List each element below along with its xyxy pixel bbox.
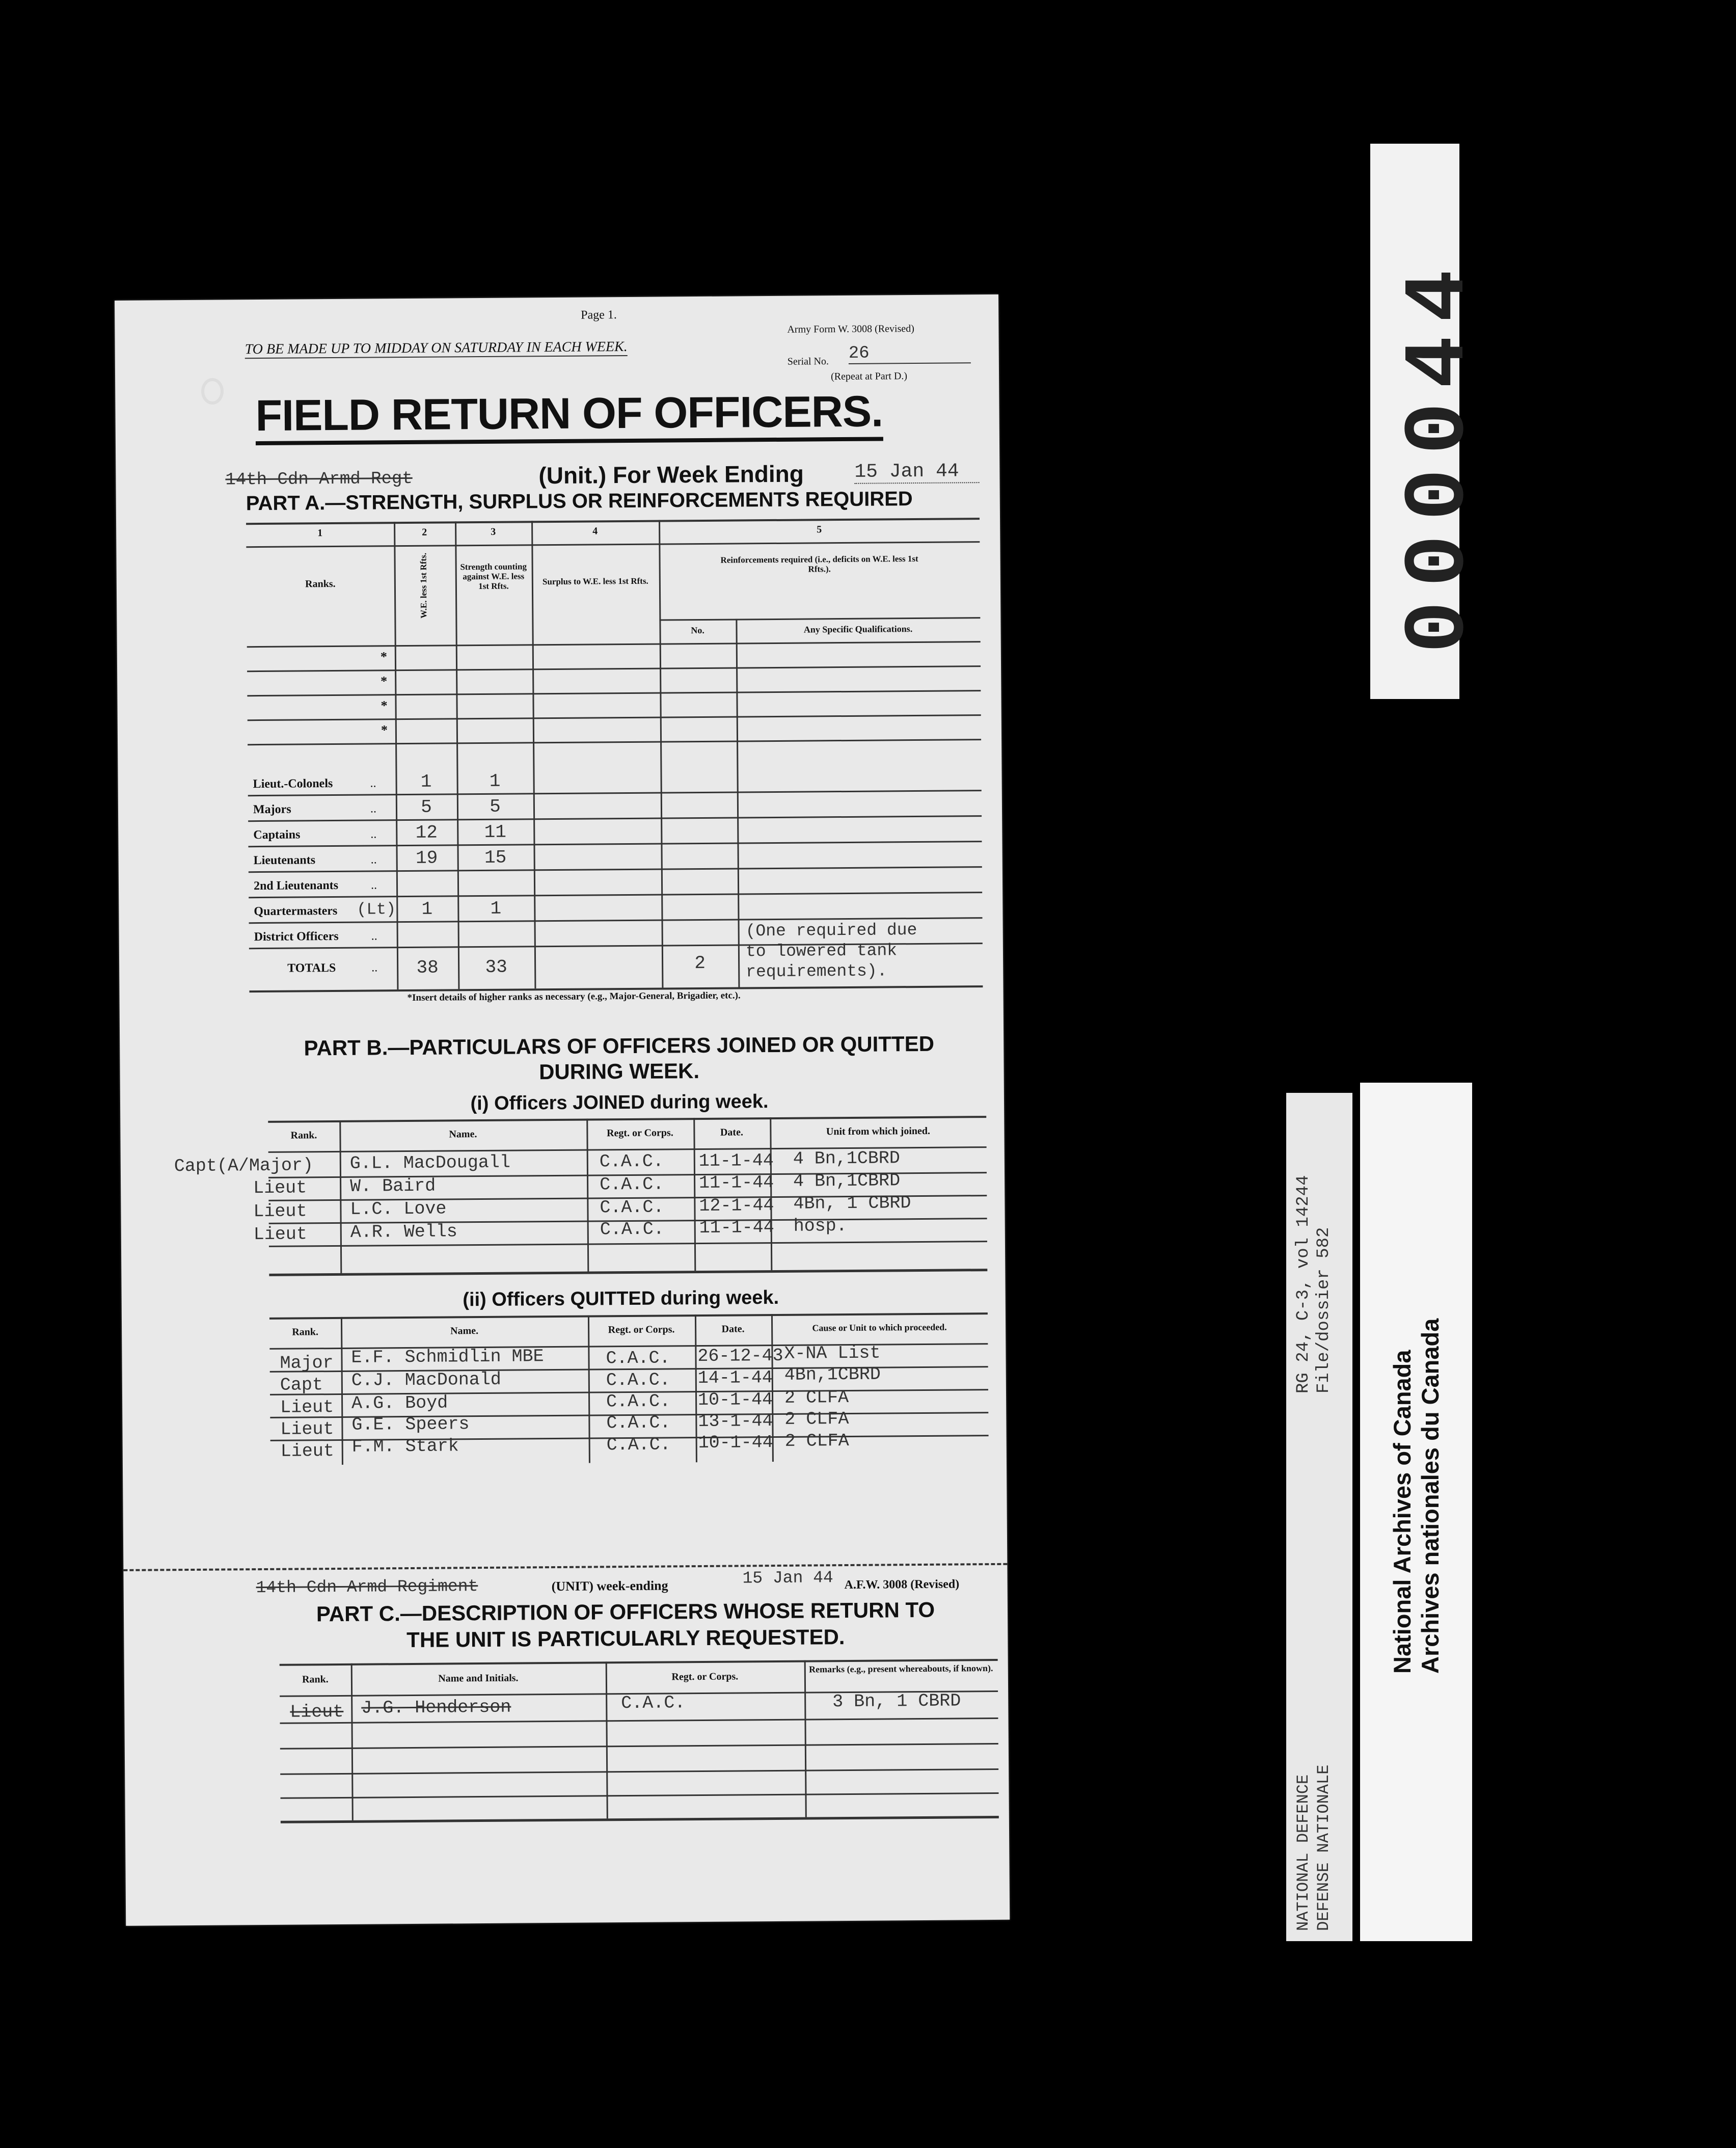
quitted-col-date: Date. — [721, 1323, 745, 1335]
rank-quartermasters: Quartermasters — [254, 904, 338, 919]
joined-row-corps: C.A.C. — [600, 1197, 664, 1218]
joined-row-corps: C.A.C. — [600, 1219, 664, 1240]
rank-2nd-lieutenants: 2nd Lieutenants — [253, 878, 339, 893]
archives-name-fr: Archives nationales du Canada — [1417, 1318, 1444, 1674]
joined-row-corps: C.A.C. — [599, 1174, 664, 1195]
strength-value: 15 — [484, 847, 507, 868]
we-value: 1 — [420, 771, 432, 792]
we-value: 12 — [415, 822, 438, 843]
quitted-row-corps: C.A.C. — [606, 1348, 670, 1369]
quitted-row-name: G.E. Speers — [351, 1414, 470, 1435]
quitted-row-unit: 4Bn,1CBRD — [784, 1364, 881, 1385]
serial-value: 26 — [849, 343, 971, 364]
joined-col-date: Date. — [720, 1126, 743, 1138]
perforation-line — [123, 1563, 1007, 1571]
quitted-row-date: 26-12-43 — [697, 1345, 783, 1367]
strength-table — [246, 518, 983, 991]
rank-dots: .. — [370, 853, 377, 867]
part-c-row-rank: Lieut — [290, 1701, 344, 1723]
form-title: FIELD RETURN OF OFFICERS. — [255, 386, 883, 445]
reinf-note-line-3: requirements). — [746, 961, 887, 982]
quitted-row-date: 14-1-44 — [697, 1367, 773, 1389]
joined-col-corps: Regt. or Corps. — [606, 1127, 673, 1139]
reinf-note-line-1: (One required due — [745, 921, 917, 941]
week-ending-date: 15 Jan 44 — [854, 460, 979, 484]
archives-label-tag — [1360, 1083, 1472, 1941]
joined-row-rank: Lieut — [253, 1201, 307, 1222]
frame-number: 000044 — [1391, 255, 1489, 653]
joined-row-date: 11-1-44 — [698, 1172, 774, 1194]
joined-col-name: Name. — [449, 1129, 477, 1140]
part-c-col-corps: Regt. or Corps. — [671, 1671, 739, 1683]
form-name: Army Form W. 3008 (Revised) — [787, 323, 914, 335]
part-c-form-ref: A.F.W. 3008 (Revised) — [844, 1577, 960, 1592]
quitted-col-cause: Cause or Unit to which proceeded. — [812, 1322, 947, 1333]
joined-row-rank: Capt(A/Major) — [174, 1155, 314, 1177]
field-return-form — [115, 294, 1010, 1926]
asterisk-3: * — [381, 698, 388, 713]
archive-reference-2: File/dossier 582 — [1314, 1227, 1334, 1393]
totals-label: TOTALS — [287, 961, 336, 975]
part-c-heading — [254, 1596, 998, 1654]
frame-number-tag — [1370, 144, 1489, 699]
joined-row-unit: 4Bn, 1 CBRD — [793, 1193, 911, 1214]
department-en: NATIONAL DEFENCE — [1294, 1774, 1313, 1931]
part-c-row-corps: C.A.C. — [621, 1693, 686, 1714]
reinf-note-line-2: to lowered tank — [745, 941, 898, 961]
unit-name: 14th Cdn Armd Regt — [225, 469, 413, 490]
totals-dots: .. — [371, 961, 378, 975]
strength-value: 5 — [489, 796, 501, 817]
part-c-unit-name: 14th Cdn Armd Regiment — [256, 1577, 478, 1598]
col-number-5: 5 — [817, 524, 822, 535]
quitted-row-unit: 2 CLFA — [784, 1408, 849, 1430]
rank-captains: Captains — [253, 828, 301, 842]
rank-lieutenants: Lieutenants — [253, 853, 316, 868]
quitted-row-rank: Lieut — [280, 1397, 334, 1418]
part-c-table — [280, 1659, 999, 1823]
part-c-col-rank: Rank. — [302, 1674, 329, 1685]
joined-row-rank: Lieut — [253, 1224, 307, 1245]
we-value: 19 — [415, 847, 438, 869]
department-fr: DEFENSE NATIONALE — [1314, 1764, 1333, 1931]
we-value: 5 — [421, 796, 432, 818]
asterisk-1: * — [380, 649, 387, 664]
joined-row-date: 11-1-44 — [699, 1217, 774, 1239]
serial-note: (Repeat at Part D.) — [830, 370, 908, 383]
quitted-col-name: Name. — [450, 1325, 479, 1337]
punch-hole-mark — [201, 378, 224, 405]
col-reinf-header: Reinforcements required (i.e., deficits on W.E. less 1st Rfts.). — [720, 553, 918, 574]
quitted-row-rank: Lieut — [280, 1441, 334, 1462]
joined-row-corps: C.A.C. — [599, 1151, 664, 1172]
asterisk-4: * — [381, 722, 388, 738]
quitted-row-corps: C.A.C. — [606, 1370, 670, 1391]
joined-title: (i) Officers JOINED during week. — [470, 1091, 769, 1115]
quitted-row-date: 10-1-44 — [697, 1389, 773, 1411]
col-number-1: 1 — [317, 527, 323, 539]
joined-table — [174, 1116, 987, 1276]
quitted-row-corps: C.A.C. — [606, 1391, 671, 1412]
joined-row-name: A.R. Wells — [350, 1221, 457, 1243]
joined-col-rank: Rank. — [290, 1130, 317, 1141]
rank-dots: .. — [370, 878, 377, 892]
quitted-row-unit: 2 CLFA — [784, 1387, 849, 1408]
quitted-col-corps: Regt. or Corps. — [608, 1324, 675, 1336]
serial-label: Serial No. — [787, 356, 829, 367]
part-b-heading — [250, 1031, 989, 1087]
joined-row-name: L.C. Love — [350, 1198, 447, 1220]
total-reinf: 2 — [694, 952, 706, 974]
strength-value: 1 — [490, 898, 502, 919]
col-strength-header: Strength counting against W.E. less 1st Rfts. — [460, 561, 527, 592]
quitted-row-corps: C.A.C. — [606, 1434, 671, 1456]
part-c-heading-line-1: PART C.—DESCRIPTION OF OFFICERS WHOSE RETURN TO — [316, 1597, 935, 1626]
part-c-heading-line-2: THE UNIT IS PARTICULARLY REQUESTED. — [406, 1625, 845, 1652]
part-a-heading: PART A.—STRENGTH, SURPLUS OR REINFORCEMENTS REQUIRED — [246, 488, 913, 515]
col-ranks-header: Ranks. — [305, 578, 336, 590]
archive-reference-1: RG 24, C-3, vol 14244 — [1294, 1175, 1313, 1393]
part-b-heading-line-1: PART B.—PARTICULARS OF OFFICERS JOINED OR QUITTED — [304, 1031, 935, 1060]
rank-qm-annotation: (Lt) — [357, 900, 396, 919]
joined-row-unit: 4 Bn,1CBRD — [793, 1170, 901, 1192]
joined-row-unit: 4 Bn,1CBRD — [793, 1148, 900, 1169]
rank-dots: .. — [370, 827, 377, 841]
part-b-heading-line-2: DURING WEEK. — [538, 1059, 700, 1084]
part-c-col-remarks: Remarks (e.g., present whereabouts, if known). — [809, 1663, 993, 1675]
col-number-2: 2 — [422, 526, 427, 538]
col-number-3: 3 — [491, 526, 496, 538]
strength-value: 11 — [484, 821, 507, 843]
quitted-table — [269, 1312, 989, 1465]
part-c-col-name: Name and Initials. — [438, 1672, 519, 1684]
joined-col-unit: Unit from which joined. — [826, 1125, 931, 1138]
quitted-row-corps: C.A.C. — [606, 1412, 671, 1434]
week-ending-label: (Unit.) For Week Ending — [538, 460, 804, 489]
quitted-row-unit: X-NA List — [784, 1342, 881, 1364]
rank-lieut-colonels: Lieut.-Colonels — [253, 777, 333, 791]
asterisk-2: * — [381, 674, 388, 689]
quitted-row-rank: Lieut — [280, 1419, 334, 1440]
part-c-row-name: J.G. Henderson — [361, 1697, 511, 1719]
quitted-row-unit: 2 CLFA — [784, 1430, 849, 1452]
rank-dots: .. — [371, 929, 377, 943]
total-strength: 33 — [485, 956, 507, 978]
col-qual-header: Any Specific Qualifications. — [803, 624, 913, 635]
quitted-col-rank: Rank. — [292, 1326, 319, 1338]
quitted-row-date: 13-1-44 — [698, 1411, 773, 1432]
quitted-row-rank: Major — [280, 1353, 334, 1374]
total-we: 38 — [416, 957, 439, 978]
part-a-footnote: *Insert details of higher ranks as necessary (e.g., Major-General, Brigadier, etc.). — [407, 990, 741, 1004]
instruction-text: TO BE MADE UP TO MIDDAY ON SATURDAY IN EACH WEEK. — [245, 339, 628, 359]
col-number-4: 4 — [592, 525, 598, 537]
quitted-row-name: E.F. Schmidlin MBE — [351, 1346, 544, 1368]
we-value: 1 — [421, 898, 433, 920]
rank-district-officers: District Officers — [254, 929, 339, 944]
archives-name-en: National Archives of Canada — [1389, 1350, 1416, 1674]
joined-row-name: W. Baird — [350, 1175, 436, 1197]
rank-majors: Majors — [253, 802, 291, 817]
rank-dots: .. — [370, 776, 376, 790]
joined-row-unit: hosp. — [793, 1216, 847, 1237]
page-number: Page 1. — [581, 308, 617, 322]
joined-row-rank: Lieut — [253, 1177, 307, 1199]
joined-row-date: 11-1-44 — [698, 1150, 774, 1172]
part-c-week-ending: 15 Jan 44 — [742, 1568, 833, 1588]
col-no-header: No. — [691, 625, 704, 636]
rank-dots: .. — [370, 802, 377, 816]
quitted-row-date: 10-1-44 — [698, 1432, 773, 1454]
quitted-title: (ii) Officers QUITTED during week. — [463, 1286, 779, 1311]
quitted-row-name: A.G. Boyd — [351, 1392, 448, 1414]
col-we-header: W.E. less 1st Rfts. — [418, 552, 429, 619]
part-c-unit-label: (UNIT) week-ending — [551, 1578, 668, 1594]
joined-row-name: G.L. MacDougall — [349, 1152, 511, 1174]
joined-row-date: 12-1-44 — [699, 1195, 774, 1217]
quitted-row-rank: Capt — [280, 1375, 323, 1395]
quitted-row-name: C.J. MacDonald — [351, 1369, 502, 1391]
archive-reference-tag — [1286, 1093, 1352, 1941]
quitted-row-name: F.M. Stark — [351, 1436, 459, 1457]
strength-value: 1 — [489, 770, 501, 792]
col-surplus-header: Surplus to W.E. less 1st Rfts. — [542, 576, 648, 587]
part-c-row-remarks: 3 Bn, 1 CBRD — [832, 1690, 961, 1712]
